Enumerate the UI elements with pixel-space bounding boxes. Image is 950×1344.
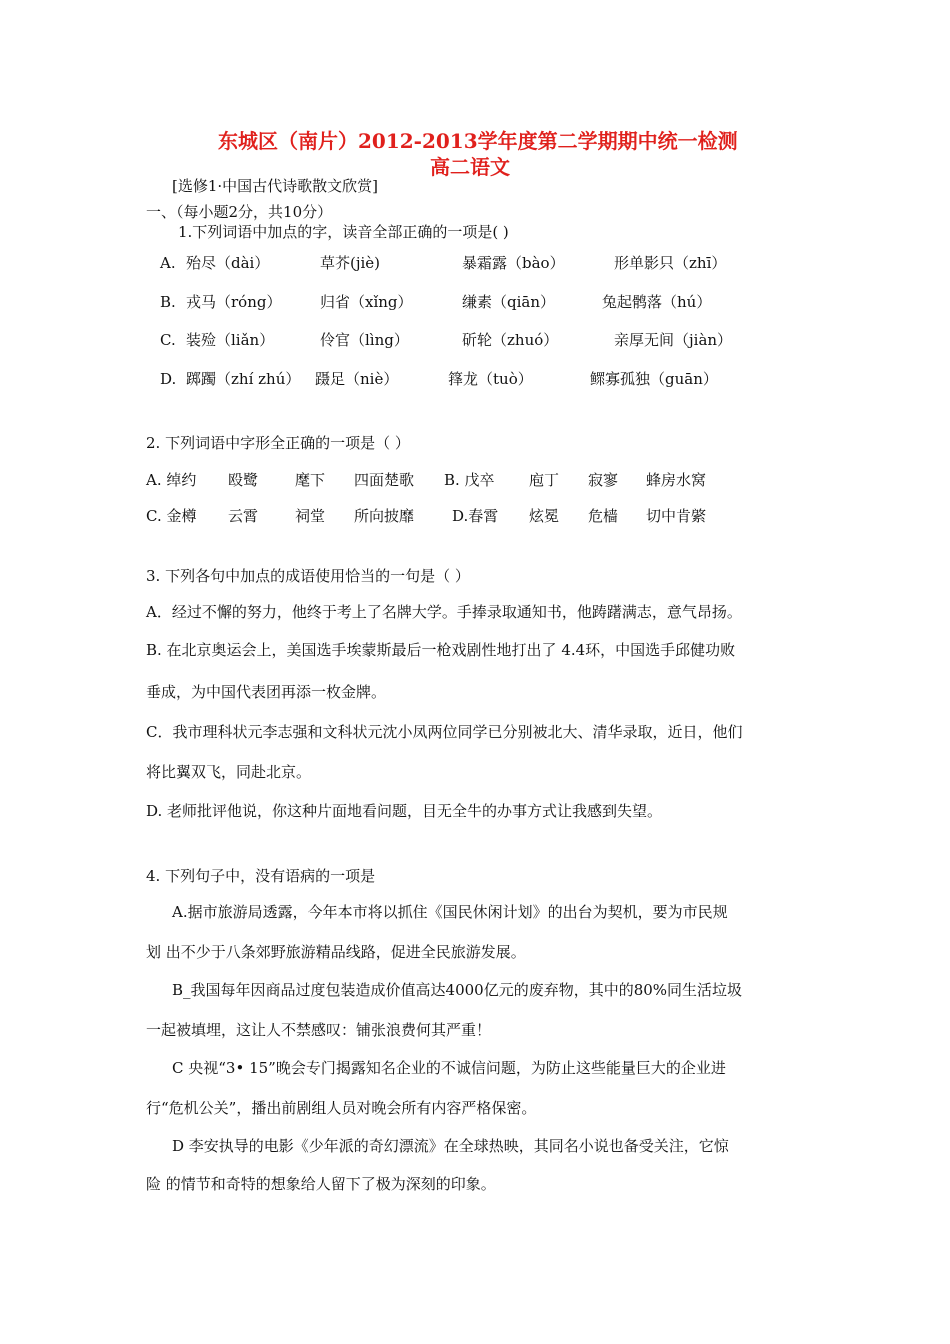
option-item: 兔起鹘落（hú） [602,293,712,311]
question-4-option-a-line-2: 划 出不少于八条郊野旅游精品线路，促进全民旅游发展。 [146,943,526,961]
option-item: 戎马（róng） [186,293,282,311]
question-3-option-c-line-1: C．我市理科状元李志强和文科状元沈小凤两位同学已分别被北大、清华录取，近日，他们 [146,723,743,741]
option-label: A. [160,254,176,272]
word-item: B. 戊卒 [444,471,495,489]
question-4-option-a-line-1: A.据市旅游局透露，今年本市将以抓住《国民休闲计划》的出台为契机，要为市民规 [172,903,728,921]
option-item: 形单影只（zhī） [614,254,727,272]
option-label: C. [160,331,176,349]
word-item: C. 金樽 [146,507,197,525]
option-item: 亲厚无间（jiàn） [614,331,733,349]
word-item: 麾下 [295,471,326,489]
exam-subtitle: 高二语文 [430,155,510,179]
question-3-stem: 3. 下列各句中加点的成语使用恰当的一句是（ ） [146,567,470,585]
question-3-option-b-line-2: 垂成，为中国代表团再添一枚金牌。 [146,683,387,701]
option-item: 鳏寡孤独（guān） [590,370,718,388]
option-item: 草芥(jiè) [320,254,381,272]
option-label: D. [160,370,177,388]
option-item: 蹑足（niè） [315,370,399,388]
exam-title: 东城区（南片）2012-2013学年度第二学期期中统一检测 [218,129,738,153]
word-item: 庖丁 [529,471,560,489]
word-item: 寂寥 [588,471,619,489]
word-item: 危樯 [588,507,619,525]
word-item: 所向披靡 [354,507,415,525]
question-4-option-b-line-2: 一起被填埋，这让人不禁感叹：铺张浪费何其严重！ [146,1021,492,1039]
option-item: 装殓（liǎn） [186,331,275,349]
option-item: 踯躅（zhí zhú） [186,370,301,388]
option-item: 缣素（qiān） [462,293,556,311]
word-item: 蜂房水窝 [646,471,707,489]
word-item: A. 绰约 [146,471,197,489]
question-2-stem: 2. 下列词语中字形全正确的一项是（ ） [146,434,410,452]
word-item: D.春霄 [452,507,499,525]
option-item: 箨龙（tuò） [448,370,533,388]
option-label: B. [160,293,176,311]
question-4-stem: 4. 下列句子中，没有语病的一项是 [146,867,376,885]
question-4-option-c-line-1: C 央视“3• 15”晚会专门揭露知名企业的不诚信问题，为防止这些能量巨大的企业进 [172,1059,726,1077]
question-1-stem: 1.下列词语中加点的字，读音全部正确的一项是( ) [178,223,509,241]
question-4-option-b-line-1: B_我国每年因商品过度包装造成价值高达4000亿元的废弃物，其中的80%同生活垃圾 [172,981,743,999]
question-4-option-d-line-2: 险 的情节和奇特的想象给人留下了极为深刻的印象。 [146,1175,496,1193]
question-3-option-b-line-1: B. 在北京奥运会上，美国选手埃蒙斯最后一枪戏剧性地打出了 4.4环，中国选手邱健功败 [146,641,736,659]
question-3-option-a: A．经过不懈的努力，他终于考上了名牌大学。手捧录取通知书，他踌躇满志，意气昂扬。 [146,603,742,621]
question-3-option-d: D. 老师批评他说，你这种片面地看问题，目无全牛的办事方式让我感到失望。 [146,802,663,820]
word-item: 四面楚歌 [354,471,415,489]
word-item: 炫冕 [529,507,560,525]
word-item: 切中肯綮 [646,507,707,525]
option-item: 殆尽（dài） [186,254,270,272]
word-item: 祠堂 [295,507,326,525]
question-4-option-d-line-1: D 李安执导的电影《少年派的奇幻漂流》在全球热映，其同名小说也备受关注，它惊 [172,1137,729,1155]
option-item: 暴霜露（bào） [462,254,565,272]
option-item: 伶官（lìng） [320,331,409,349]
section-heading: 一、（每小题2分，共10分） [146,203,333,221]
question-4-option-c-line-2: 行“危机公关”，播出前剧组人员对晚会所有内容严格保密。 [146,1099,537,1117]
word-item: 云霄 [228,507,259,525]
option-item: 斫轮（zhuó） [462,331,559,349]
word-item: 殴鹭 [228,471,259,489]
module-label: [选修1·中国古代诗歌散文欣赏] [172,177,379,195]
question-3-option-c-line-2: 将比翼双飞，同赴北京。 [146,763,312,781]
option-item: 归省（xǐng） [320,293,413,311]
